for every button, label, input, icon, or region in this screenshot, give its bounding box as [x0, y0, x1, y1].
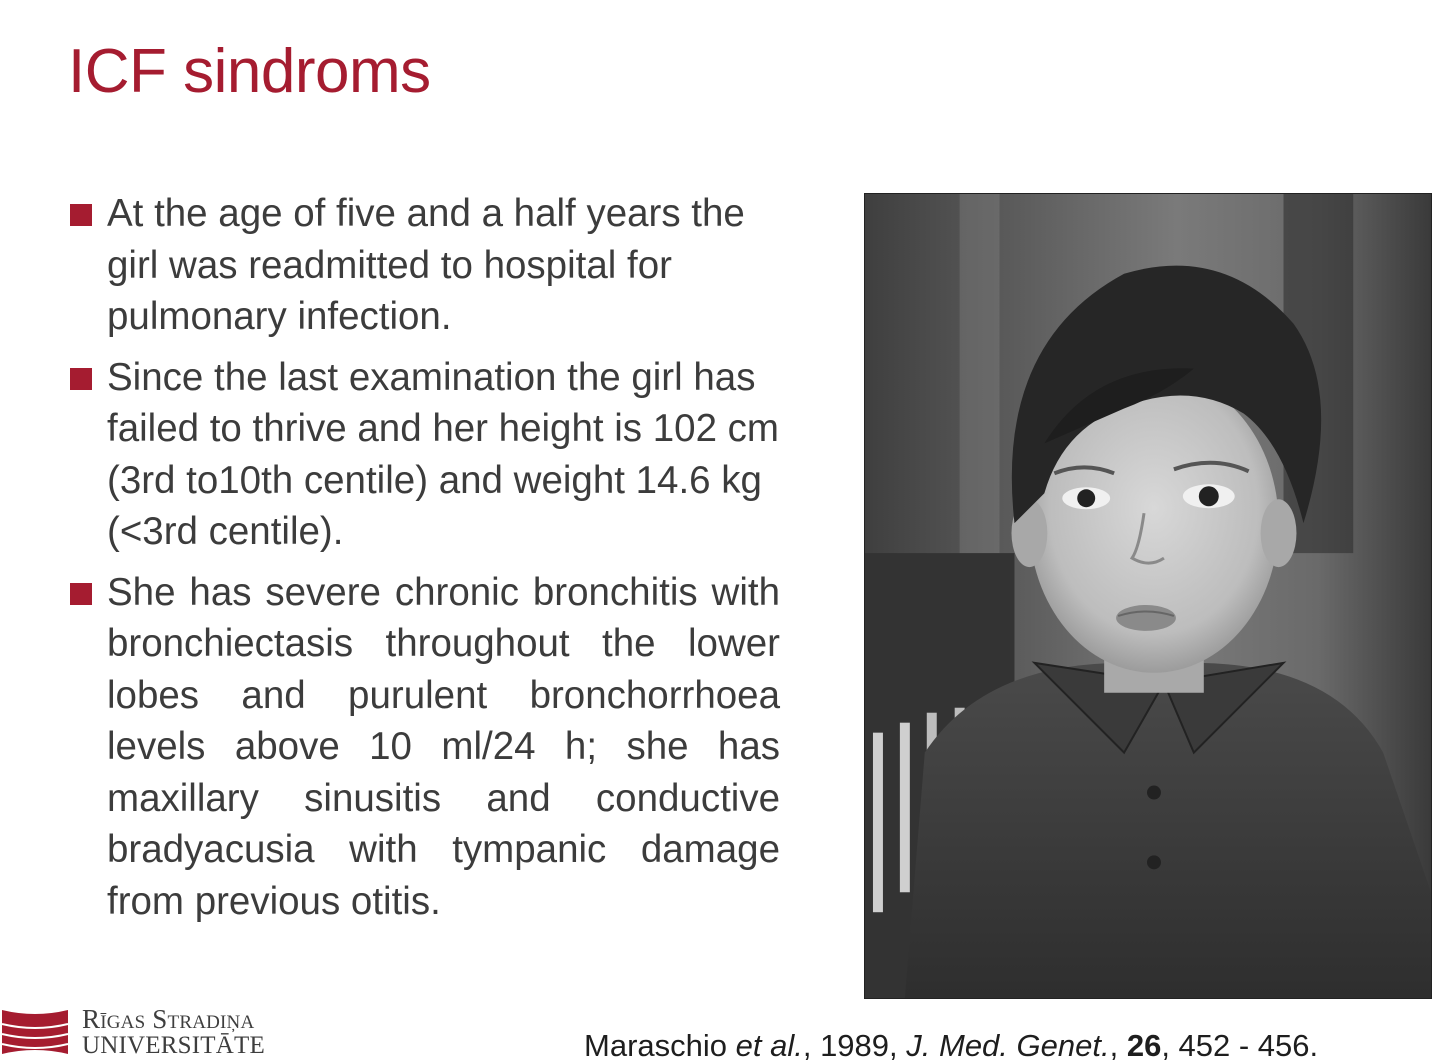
bullet-square-icon [70, 368, 92, 390]
slide-title: ICF sindroms [68, 37, 431, 106]
bullet-item [68, 352, 780, 558]
bullet-list [68, 188, 780, 936]
citation-authors: Maraschio [584, 1028, 727, 1063]
bullet-square-icon [70, 204, 92, 226]
university-logo [0, 1000, 300, 1062]
bullet-text: Since the last examination the girl has failed to thrive and her height is 102 cm (3rd to10th centile) and weight 14.6 kg (<3rd centile). [107, 355, 780, 553]
bullet-item [68, 567, 780, 928]
citation-pages: , 452 - 456. [1161, 1028, 1319, 1063]
citation-year: , 1989, [802, 1028, 907, 1063]
bullet-text: She has severe chronic bronchitis with bronchiectasis throughout the lower lobes and purulent bronchorrhoea levels above 10 ml/24 h; she has maxillary sinusitis and conductive bradyacusia with tympanic damage from previous otitis. [107, 570, 780, 923]
citation [584, 1028, 1318, 1064]
bullet-item [68, 188, 780, 343]
logo-line-2: UNIVERSITĀTE [82, 1032, 265, 1059]
citation-volume: 26 [1126, 1028, 1162, 1063]
citation-etal: et al. [735, 1028, 803, 1063]
patient-photo [864, 193, 1432, 999]
citation-journal-sep: , [1109, 1028, 1127, 1063]
bullet-text: At the age of five and a half years the girl was readmitted to hospital for pulmonary infection. [107, 192, 745, 338]
bullet-square-icon [70, 583, 92, 605]
university-emblem-icon [0, 1006, 70, 1058]
patient-photo-image [865, 194, 1431, 998]
citation-journal: J. Med. Genet. [906, 1028, 1110, 1063]
logo-line-1: Rīgas Stradiņa [82, 1004, 255, 1034]
